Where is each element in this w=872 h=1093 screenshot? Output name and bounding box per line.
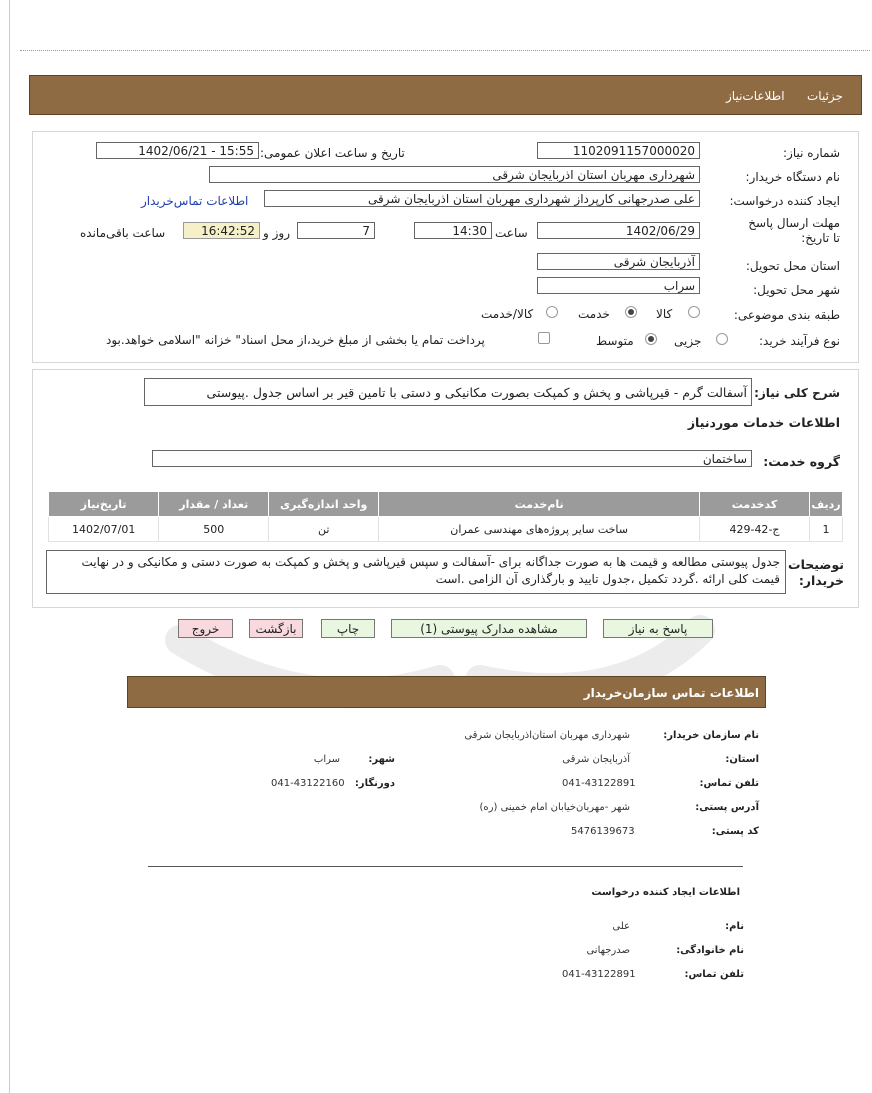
category-goods-service-label: کالا/خدمت [481, 307, 534, 321]
city-label: شهر محل تحویل: [753, 283, 840, 297]
requester-label: ایجاد کننده درخواست: [729, 194, 840, 208]
cell-need-date: 1402/07/01 [49, 517, 159, 542]
creator-section-title: اطلاعات ایجاد کننده درخواست [591, 887, 740, 898]
service-group-label: گروه خدمت: [763, 454, 840, 469]
contact-city-value: سراب [313, 754, 340, 765]
exit-button[interactable]: خروج [178, 619, 233, 638]
col-service-code-header: کدخدمت [699, 492, 809, 517]
contact-address-value: شهر -مهربان‌خیابان امام خمینی (ره) [479, 802, 630, 813]
contact-fax-label: دورنگار: [354, 778, 395, 789]
province-label: استان محل تحویل: [745, 259, 840, 273]
buyer-org-field: شهرداری مهربان استان اذربایجان شرقی [209, 166, 700, 183]
creator-family-label: نام خانوادگی: [676, 945, 744, 956]
days-label: روز و [263, 226, 290, 240]
back-button[interactable]: بازگشت [249, 619, 303, 638]
remaining-time-field: 16:42:52 [183, 222, 260, 239]
category-radio-service[interactable] [625, 306, 637, 318]
contact-phone-value: 041-43122891 [562, 778, 636, 789]
deadline-date-field: 1402/06/29 [537, 222, 700, 239]
deadline-label: مهلت ارسال پاسخ تا تاریخ: [748, 216, 840, 245]
cell-quantity: 500 [159, 517, 269, 542]
contact-city-label: شهر: [368, 754, 395, 765]
tab-details[interactable]: جزئیات [807, 89, 843, 103]
top-dotted-divider [20, 50, 870, 51]
process-medium-label: متوسط [596, 334, 634, 348]
treasury-payment-checkbox[interactable] [538, 332, 550, 344]
contact-province-value: آذربایجان شرقی [562, 754, 630, 765]
contact-section-title: اطلاعات تماس سازمان‌خریدار [583, 686, 759, 700]
remaining-time-label: ساعت باقی‌مانده [80, 226, 166, 240]
creator-phone-label: تلفن تماس: [684, 969, 744, 980]
contact-divider [148, 866, 743, 867]
tab-need-info[interactable]: اطلاعات‌نیاز [726, 89, 785, 103]
cell-service-name: ساخت سایر پروژه‌های مهندسی عمران [379, 517, 700, 542]
contact-phone-label: تلفن تماس: [699, 778, 759, 789]
cell-row-number: 1 [810, 517, 843, 542]
contact-province-label: استان: [725, 754, 759, 765]
reply-button[interactable]: پاسخ به نیاز [603, 619, 713, 638]
process-radio-medium[interactable] [645, 333, 657, 345]
city-field: سراب [537, 277, 700, 294]
print-button[interactable]: چاپ [321, 619, 375, 638]
province-field: آذربایجان شرقی [537, 253, 700, 270]
table-header-row [49, 492, 843, 517]
process-radio-minor[interactable] [716, 333, 728, 345]
buyer-notes-field: جدول پیوستی مطالعه و قیمت ها به صورت جداگانه برای -آسفالت و سپس قیرپاشی و پخش و کمپکت به صورت دستی و مکانیکی و در نهایت قیمت کلی ارائه .گردد تکمیل ،جدول تایید و بارگذاری آن الزامی .است [46, 550, 786, 594]
deadline-time-label: ساعت [495, 226, 528, 240]
creator-phone-value: 041-43122891 [562, 969, 636, 980]
contact-postal-label: کد پستی: [711, 826, 759, 837]
buyer-org-label: نام دستگاه خریدار: [745, 170, 840, 184]
table-row [49, 517, 843, 542]
left-border-line [9, 0, 10, 1093]
general-description-label: شرح کلی نیاز: [754, 386, 840, 400]
contact-org-value: شهرداری مهربان استان‌اذربایجان شرقی [464, 730, 630, 741]
announce-datetime-label: تاریخ و ساعت اعلان عمومی: [260, 146, 405, 160]
buyer-notes-label: توضیحات خریدار: [788, 557, 844, 588]
process-minor-label: جزیی [674, 334, 702, 348]
days-field: 7 [297, 222, 375, 239]
requester-field: علی صدرجهانی کارپرداز شهرداری مهربان استان اذربایجان شرقی [264, 190, 700, 207]
view-attachments-button[interactable]: مشاهده مدارک پیوستی (1) [391, 619, 587, 638]
col-unit-header: واحد اندازه‌گیری [269, 492, 379, 517]
announce-datetime-field: 1402/06/21 - 15:55 [96, 142, 259, 159]
service-group-field: ساختمان [152, 450, 752, 467]
col-quantity-header: تعداد / مقدار [159, 492, 269, 517]
need-number-field: 1102091157000020 [537, 142, 700, 159]
cell-service-code: ج-42-429 [699, 517, 809, 542]
services-table [48, 491, 843, 542]
contact-postal-value: 5476139673 [571, 826, 635, 837]
contact-address-label: آدرس پستی: [695, 802, 759, 813]
creator-name-label: نام: [725, 921, 744, 932]
category-service-label: خدمت [578, 307, 610, 321]
creator-name-value: علی [612, 921, 630, 932]
contact-org-label: نام سازمان خریدار: [663, 730, 759, 741]
category-radio-goods-service[interactable] [546, 306, 558, 318]
category-goods-label: کالا [656, 307, 673, 321]
category-radio-goods[interactable] [688, 306, 700, 318]
need-number-label: شماره نیاز: [783, 146, 840, 160]
contact-fax-value: 041-43122160 [271, 778, 345, 789]
creator-family-value: صدرجهانی [586, 945, 630, 956]
cell-unit: تن [269, 517, 379, 542]
buyer-contact-link[interactable]: اطلاعات تماس‌خریدار [141, 194, 249, 208]
deadline-time-field: 14:30 [414, 222, 492, 239]
category-label: طبقه بندی موضوعی: [733, 308, 840, 322]
col-service-name-header: نام‌خدمت [379, 492, 700, 517]
col-need-date-header: تاریخ‌نیاز [49, 492, 159, 517]
col-row-header: ردیف [810, 492, 843, 517]
services-title: اطلاعات خدمات موردنیاز [687, 415, 840, 430]
general-description-field: آسفالت گرم - قیرپاشی و پخش و کمپکت بصورت مکانیکی و دستی با تامین قیر بر اساس جدول .پیوستی [144, 378, 752, 406]
treasury-payment-note: پرداخت تمام یا بخشی از مبلغ خرید،از محل اسناد" خزانه "اسلامی خواهد.بود [106, 333, 485, 347]
process-type-label: نوع فرآیند خرید: [759, 334, 840, 348]
